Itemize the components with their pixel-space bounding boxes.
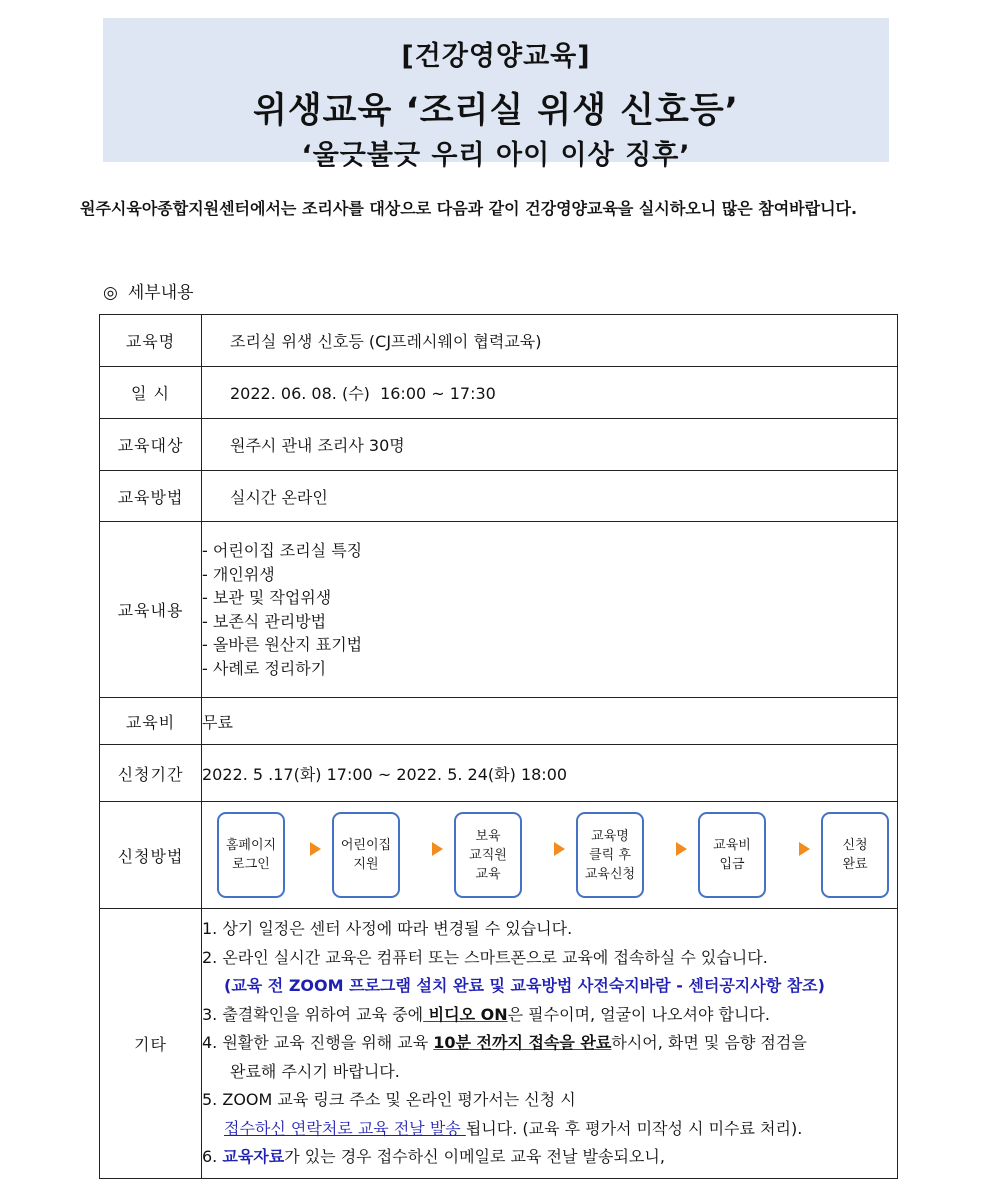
row-label-target: 교육대상 [100,419,202,471]
row-value-method: 실시간 온라인 [202,471,898,522]
note-5: 5. ZOOM 교육 링크 주소 및 온라인 평가서는 신청 시 [202,1090,576,1110]
header-banner [103,18,889,171]
row-value-etc [202,909,898,1179]
note-2: 2. 온라인 실시간 교육은 컴퓨터 또는 스마트폰으로 교육에 접속하실 수 있습니다. [202,947,768,967]
table-row [100,698,898,745]
arrow-right-icon [554,842,565,856]
section-heading [103,278,194,303]
step-box-login [217,812,285,898]
note-highlight-send: 접수하신 연락처로 교육 전날 발송 [224,1118,466,1138]
note-text: 3. 출결확인을 위하여 교육 중에 [202,1004,424,1024]
step-box-staff-education [454,812,522,898]
row-value-fee: 무료 [202,698,898,745]
row-value-period: 2022. 5 .17(화) 17:00 ~ 2022. 5. 24(화) 18:00 [202,745,898,802]
step-label: 신청 완료 [842,838,868,872]
note-text: 6. [202,1147,223,1167]
note-2-detail: (교육 전 ZOOM 프로그램 설치 완료 및 교육방법 사전숙지바람 - 센터공지사항 참조) [224,976,825,996]
content-list [202,539,897,680]
step-box-payment [698,812,766,898]
row-value-name: 조리실 위생 신호등 (CJ프레시웨이 협력교육) [202,315,898,367]
note-3 [202,1001,897,1030]
page-subtitle: ‘울긋불긋 우리 아이 이상 징후’ [301,140,691,171]
note-text: 하시어, 화면 및 음향 점검을 [611,1033,807,1053]
row-label-date: 일 시 [100,367,202,419]
note-4 [202,1029,897,1058]
note-6 [202,1143,897,1172]
row-value-date: 2022. 06. 08. (수) 16:00 ~ 17:30 [202,367,898,419]
arrow-right-icon [310,842,321,856]
double-circle-icon: ◎ [103,283,118,303]
step-box-daycare-support [332,812,400,898]
table-row [100,909,898,1179]
apply-steps [202,802,897,908]
list-item: - 어린이집 조리실 특징 [202,541,363,560]
page-title: 위생교육 ‘조리실 위생 신호등’ [253,91,739,131]
arrow-right-icon [432,842,443,856]
table-row [100,471,898,522]
step-box-course-apply [576,812,644,898]
arrow-right-icon [676,842,687,856]
row-label-fee: 교육비 [100,698,202,745]
table-row [100,367,898,419]
row-label-content: 교육내용 [100,522,202,698]
note-highlight-video-on: 비디오 ON [423,1004,508,1024]
note-4-continued: 완료해 주시기 바랍니다. [230,1061,400,1081]
arrow-right-icon [799,842,810,856]
row-label-name: 교육명 [100,315,202,367]
table-row [100,315,898,367]
note-5-continued [202,1115,897,1144]
note-highlight-materials: 교육자료 [222,1147,285,1167]
table-row [100,802,898,909]
row-value-target: 원주시 관내 조리사 30명 [202,419,898,471]
details-table [99,314,898,1179]
list-item: - 사례로 정리하기 [202,658,327,678]
row-value-content [202,522,898,698]
row-value-apply [202,802,898,909]
list-item: - 보존식 관리방법 [202,611,327,631]
step-label: 교육비 입금 [713,838,751,872]
note-text: 4. 원활한 교육 진행을 위해 교육 [202,1033,434,1053]
list-item: - 개인위생 [202,564,275,584]
step-box-complete [821,812,889,898]
row-label-etc: 기타 [100,909,202,1179]
header-category: [건강영양교육] [401,41,591,72]
note-highlight-connect-time: 10분 전까지 접속을 완료 [433,1033,612,1053]
step-label: 어린이집 지원 [340,838,392,872]
table-row [100,745,898,802]
row-label-period: 신청기간 [100,745,202,802]
table-row [100,522,898,698]
note-text: 가 있는 경우 접수하신 이메일로 교육 전날 발송되오니, [284,1147,665,1167]
row-label-method: 교육방법 [100,471,202,522]
step-label: 교육명 클릭 후 교육신청 [584,828,636,882]
note-text: 됩니다. (교육 후 평가서 미작성 시 미수료 처리). [465,1118,803,1138]
intro-paragraph: 원주시육아종합지원센터에서는 조리사를 대상으로 다음과 같이 건강영양교육을 실시하오니 많은 참여바랍니다. [80,199,858,218]
list-item: - 보관 및 작업위생 [202,588,332,607]
section-title: 세부내용 [127,283,194,303]
list-item: - 올바른 원산지 표기법 [202,635,363,654]
table-row [100,419,898,471]
step-label: 홈페이지 로그인 [225,838,277,872]
row-label-apply: 신청방법 [100,802,202,909]
note-1: 1. 상기 일정은 센터 사정에 따라 변경될 수 있습니다. [202,919,573,939]
note-text: 은 필수이며, 얼굴이 나오셔야 합니다. [507,1004,770,1024]
step-label: 보육 교직원 교육 [469,828,507,882]
